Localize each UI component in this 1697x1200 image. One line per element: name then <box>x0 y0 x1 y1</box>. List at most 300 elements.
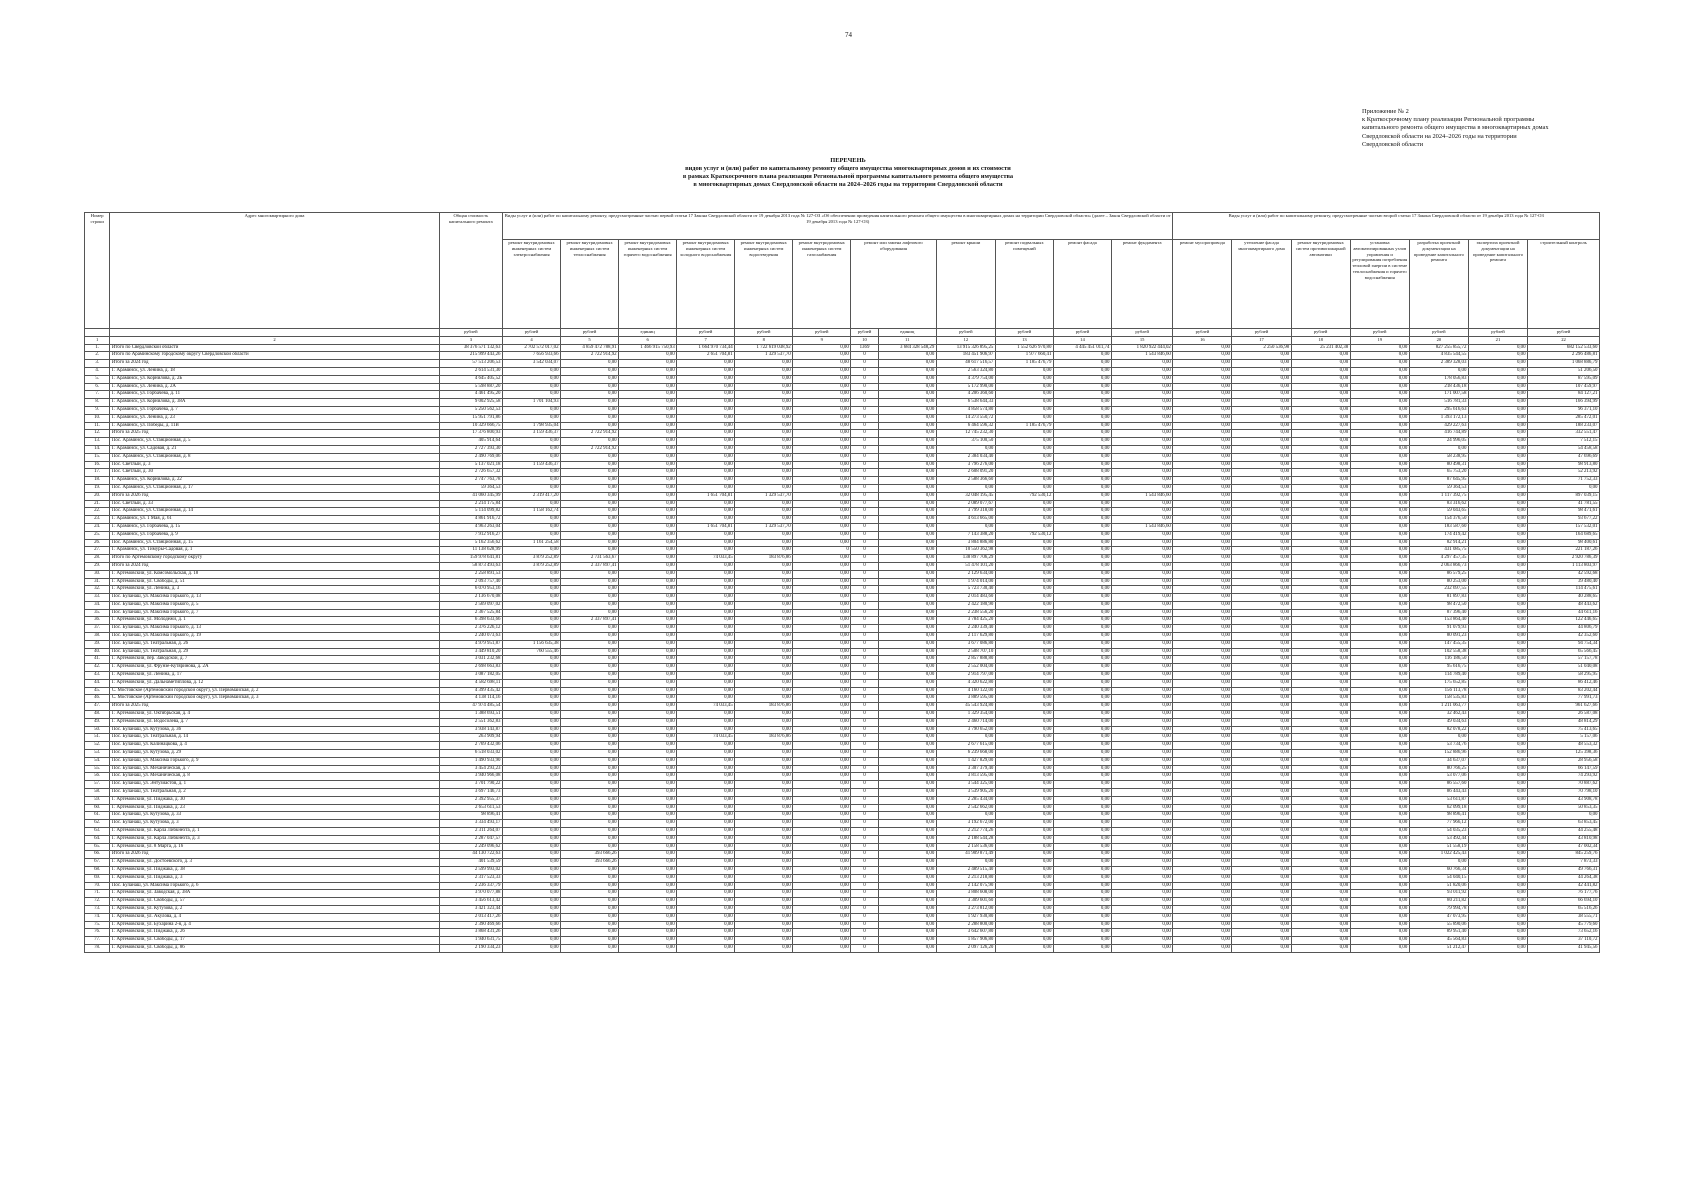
value-cell: 0,00 <box>793 500 851 508</box>
value-cell: 0,00 <box>1111 586 1172 594</box>
value-cell: 183 876,86 <box>735 703 793 711</box>
address-cell: Итого за 2025 год <box>110 430 439 438</box>
table-row <box>85 633 1600 641</box>
address-cell: Г. Артемовский, ул. Свободы, д. 51 <box>110 578 439 586</box>
value-cell: 0,00 <box>1111 890 1172 898</box>
value-cell: 0,00 <box>1468 477 1527 485</box>
address-cell: Г. Артемовский, ул. Кутузова, д. 2 <box>110 905 439 913</box>
value-cell: 3 796 276,00 <box>936 461 995 469</box>
value-cell: 0,00 <box>1173 625 1232 633</box>
address-cell: Итого по Артемовскому городскому округу <box>110 555 439 563</box>
table-row <box>85 796 1600 804</box>
value-cell: 0,00 <box>995 796 1053 804</box>
value-cell: 0,00 <box>1468 570 1527 578</box>
value-cell: 0,00 <box>995 726 1053 734</box>
unit-cell: рублей <box>793 329 851 337</box>
value-cell: 0,00 <box>619 469 677 477</box>
value-cell: 54 035,23 <box>1409 828 1468 836</box>
row-number-cell: 30. <box>85 570 110 578</box>
address-cell: Пос. Буланаш, ул. Кутузова, д. 36 <box>110 726 439 734</box>
value-cell: 2 117 629,80 <box>936 633 995 641</box>
value-cell: 0,00 <box>793 890 851 898</box>
value-cell: 0 <box>851 360 878 368</box>
value-cell: 0,00 <box>677 391 735 399</box>
value-cell: 0,00 <box>995 937 1053 945</box>
address-cell: Пос. Буланаш, ул. Кутузова, д. 29 <box>110 750 439 758</box>
value-cell: 80 766,25 <box>1409 765 1468 773</box>
value-cell: 0,00 <box>619 414 677 422</box>
value-cell: 1 329 354,00 <box>936 711 995 719</box>
value-cell: 0 <box>851 399 878 407</box>
value-cell: 0,00 <box>1111 570 1172 578</box>
value-cell: 0,00 <box>1350 726 1409 734</box>
header-col: экспертиза проектной документации на проведение капитального ремонта <box>1468 240 1527 329</box>
value-cell: 0,00 <box>503 804 561 812</box>
value-cell: 0 <box>793 547 851 555</box>
header-col: ремонт внутридомовых инженерных систем холодного водоснабжения <box>677 240 735 329</box>
value-cell: 0,00 <box>561 508 619 516</box>
value-cell: 50 853,35 <box>1528 804 1600 812</box>
value-cell: 0,00 <box>619 843 677 851</box>
value-cell: 0,00 <box>677 484 735 492</box>
value-cell: 3 868 431,26 <box>439 929 502 937</box>
value-cell: 0,00 <box>619 578 677 586</box>
column-number: 15 <box>1111 336 1172 344</box>
value-cell: 0,00 <box>1468 383 1527 391</box>
value-cell: 0,00 <box>1468 516 1527 524</box>
value-cell: 0 <box>851 383 878 391</box>
value-cell: 0,00 <box>1291 820 1350 828</box>
value-cell: 0,00 <box>677 882 735 890</box>
value-cell: 164 689,65 <box>1528 531 1600 539</box>
value-cell: 0,00 <box>1111 718 1172 726</box>
value-cell: 0,00 <box>677 859 735 867</box>
value-cell: 0,00 <box>1291 773 1350 781</box>
value-cell: 0,00 <box>878 656 936 664</box>
value-cell: 0,00 <box>878 352 936 360</box>
value-cell: 0,00 <box>1468 664 1527 672</box>
value-cell: 0,00 <box>1111 851 1172 859</box>
value-cell: 0 <box>851 609 878 617</box>
value-cell: 0,00 <box>1053 781 1111 789</box>
value-cell: 98 472,50 <box>1409 601 1468 609</box>
row-number-cell: 62. <box>85 820 110 828</box>
value-cell: 0,00 <box>1173 796 1232 804</box>
value-cell: 0,00 <box>1468 601 1527 609</box>
value-cell: 0 <box>851 508 878 516</box>
value-cell: 0,00 <box>1111 430 1172 438</box>
row-number-cell: 39. <box>85 640 110 648</box>
value-cell: 1 388 693,51 <box>439 711 502 719</box>
value-cell: 0,00 <box>1350 937 1409 945</box>
value-cell: 0,00 <box>878 492 936 500</box>
value-cell: 0,00 <box>1291 391 1350 399</box>
address-cell: Г. Артемовский, ул. Ленина, д. 3 <box>110 586 439 594</box>
value-cell: 5 137 021,18 <box>439 461 502 469</box>
value-cell: 58 295,95 <box>1528 672 1600 680</box>
value-cell: 5 723 730,40 <box>936 586 995 594</box>
value-cell: 0,00 <box>1468 913 1527 921</box>
value-cell: 0,00 <box>1350 921 1409 929</box>
value-cell: 0,00 <box>503 796 561 804</box>
address-cell: Пос. Буланаш, ул. Кутузова, д. 33 <box>110 812 439 820</box>
value-cell: 0,00 <box>878 453 936 461</box>
value-cell: 0,00 <box>677 866 735 874</box>
value-cell: 0,00 <box>1111 360 1172 368</box>
value-cell: 0,00 <box>619 367 677 375</box>
value-cell: 0,00 <box>1111 820 1172 828</box>
table-row <box>85 367 1600 375</box>
value-cell: 0,00 <box>1291 594 1350 602</box>
column-number: 5 <box>561 336 619 344</box>
value-cell: 0,00 <box>995 570 1053 578</box>
value-cell: 0,00 <box>1468 672 1527 680</box>
value-cell: 2 702 572 017,02 <box>503 344 561 352</box>
value-cell: 0,00 <box>735 898 793 906</box>
address-cell: Пос. Буланаш, ул. Максима Горького, д. 6 <box>110 882 439 890</box>
table-row <box>85 555 1600 563</box>
value-cell: 0,00 <box>735 804 793 812</box>
table-row <box>85 383 1600 391</box>
value-cell: 0,00 <box>1350 765 1409 773</box>
value-cell: 80 253,00 <box>1409 578 1468 586</box>
value-cell: 0,00 <box>1468 633 1527 641</box>
value-cell: 47 974 485,54 <box>439 703 502 711</box>
value-cell: 0,00 <box>1468 703 1527 711</box>
value-cell: 0,00 <box>995 578 1053 586</box>
value-cell: 0,00 <box>1111 578 1172 586</box>
value-cell: 0,00 <box>1053 438 1111 446</box>
table-row <box>85 726 1600 734</box>
value-cell: 0,00 <box>561 391 619 399</box>
value-cell: 0,00 <box>1111 859 1172 867</box>
address-cell: Г. Артемовский, ул. Пиджака, д. 38 <box>110 866 439 874</box>
value-cell: 0,00 <box>1053 944 1111 952</box>
value-cell: 0,00 <box>1232 555 1291 563</box>
address-cell: Пос. Араминск, ул. Станционная, д. 15 <box>110 539 439 547</box>
value-cell: 0,00 <box>735 905 793 913</box>
value-cell: 0,00 <box>619 656 677 664</box>
value-cell: 0,00 <box>1291 492 1350 500</box>
value-cell: 0,00 <box>1053 937 1111 945</box>
value-cell: 0,00 <box>677 539 735 547</box>
row-number-cell: 75. <box>85 921 110 929</box>
value-cell: 86 557,60 <box>1409 781 1468 789</box>
value-cell: 0,00 <box>793 484 851 492</box>
value-cell: 0,00 <box>619 898 677 906</box>
value-cell: 0,00 <box>735 562 793 570</box>
column-number: 10 <box>851 336 878 344</box>
value-cell: 0,00 <box>1291 944 1350 952</box>
value-cell: 0,00 <box>1053 406 1111 414</box>
row-number-cell: 78. <box>85 944 110 952</box>
value-cell: 0,00 <box>1232 594 1291 602</box>
value-cell: 0,00 <box>1232 406 1291 414</box>
value-cell: 0,00 <box>1232 562 1291 570</box>
value-cell: 0,00 <box>1173 445 1232 453</box>
value-cell: 4 963 263,04 <box>439 523 502 531</box>
appendix-line: Свердловской области <box>1362 140 1423 148</box>
column-number: 19 <box>1350 336 1409 344</box>
value-cell: 0,00 <box>995 500 1053 508</box>
value-cell: 0,00 <box>677 375 735 383</box>
value-cell: 2 569 097,02 <box>439 601 502 609</box>
value-cell: 2 857 888,80 <box>936 656 995 664</box>
value-cell: 0,00 <box>1173 679 1232 687</box>
value-cell: 332 551,47 <box>1528 430 1600 438</box>
value-cell: 0,00 <box>503 789 561 797</box>
value-cell: 0,00 <box>735 601 793 609</box>
value-cell: 0,00 <box>1053 866 1111 874</box>
value-cell: 0,00 <box>1053 921 1111 929</box>
value-cell: 760 555,46 <box>503 648 561 656</box>
value-cell: 0,00 <box>995 656 1053 664</box>
value-cell: 98 896,41 <box>439 812 502 820</box>
value-cell: 0 <box>851 406 878 414</box>
value-cell: 0,00 <box>503 453 561 461</box>
value-cell: 0,00 <box>677 445 735 453</box>
value-cell: 70 887,62 <box>1528 781 1600 789</box>
value-cell: 0 <box>851 656 878 664</box>
value-cell: 0,00 <box>1291 461 1350 469</box>
row-number-cell: 76. <box>85 929 110 937</box>
value-cell: 0,00 <box>503 851 561 859</box>
value-cell: 0,00 <box>619 375 677 383</box>
value-cell: 0,00 <box>995 882 1053 890</box>
value-cell: 0,00 <box>677 796 735 804</box>
header-row-number: Номер строки <box>85 213 110 329</box>
value-cell: 0,00 <box>1111 913 1172 921</box>
value-cell: 0,00 <box>1350 391 1409 399</box>
value-cell: 0,00 <box>1173 726 1232 734</box>
value-cell: 897 039,15 <box>1528 492 1600 500</box>
value-cell: 0,00 <box>878 711 936 719</box>
value-cell: 0,00 <box>1291 695 1350 703</box>
value-cell: 0,00 <box>1350 578 1409 586</box>
value-cell: 0,00 <box>1468 789 1527 797</box>
value-cell: 0,00 <box>561 406 619 414</box>
value-cell: 0,00 <box>936 734 995 742</box>
value-cell: 1 664 970 734,44 <box>677 344 735 352</box>
column-number: 7 <box>677 336 735 344</box>
value-cell: 0,00 <box>735 367 793 375</box>
value-cell: 0,00 <box>677 835 735 843</box>
value-cell: 0,00 <box>793 617 851 625</box>
table-row <box>85 905 1600 913</box>
value-cell: 0,00 <box>677 812 735 820</box>
value-cell: 0,00 <box>561 414 619 422</box>
value-cell: 0,00 <box>1173 866 1232 874</box>
value-cell: 0,00 <box>878 601 936 609</box>
value-cell: 0,00 <box>793 679 851 687</box>
value-cell: 0,00 <box>503 929 561 937</box>
value-cell: 2 588 366,60 <box>936 477 995 485</box>
value-cell: 0,00 <box>1468 711 1527 719</box>
value-cell: 0,00 <box>995 890 1053 898</box>
value-cell: 3 970 077,88 <box>439 890 502 898</box>
unit-cell: рублей <box>1053 329 1111 337</box>
value-cell: 0,00 <box>793 531 851 539</box>
value-cell: 166 394,99 <box>1528 399 1600 407</box>
value-cell: 0,00 <box>1173 633 1232 641</box>
column-number: 18 <box>1291 336 1350 344</box>
value-cell: 0,00 <box>793 843 851 851</box>
address-cell: Пос. Араминск, ул. Станционная, д. 14 <box>110 508 439 516</box>
value-cell: 0 <box>851 726 878 734</box>
value-cell: 0,00 <box>735 500 793 508</box>
value-cell: 0,00 <box>793 422 851 430</box>
value-cell: 0,00 <box>878 539 936 547</box>
value-cell: 94 754,34 <box>1528 640 1600 648</box>
table-row <box>85 484 1600 492</box>
value-cell: 0,00 <box>1291 664 1350 672</box>
value-cell: 0,00 <box>1053 352 1111 360</box>
value-cell: 0,00 <box>561 695 619 703</box>
value-cell: 0,00 <box>1173 609 1232 617</box>
value-cell: 0,00 <box>1291 570 1350 578</box>
value-cell: 0,00 <box>735 672 793 680</box>
value-cell: 0,00 <box>677 406 735 414</box>
value-cell: 0,00 <box>1053 882 1111 890</box>
value-cell: 0,00 <box>1111 835 1172 843</box>
value-cell: 0,00 <box>619 516 677 524</box>
row-number-cell: 73. <box>85 905 110 913</box>
value-cell: 0,00 <box>1350 344 1409 352</box>
value-cell: 0,00 <box>1111 508 1172 516</box>
value-cell: 0,00 <box>619 742 677 750</box>
value-cell: 0,00 <box>561 944 619 952</box>
value-cell: 0,00 <box>995 703 1053 711</box>
value-cell: 0,00 <box>1468 391 1527 399</box>
value-cell: 0,00 <box>1350 601 1409 609</box>
value-cell: 0,00 <box>561 757 619 765</box>
value-cell: 122 446,65 <box>1528 617 1600 625</box>
value-cell: 0,00 <box>1053 453 1111 461</box>
column-number: 6 <box>619 336 677 344</box>
value-cell: 0,00 <box>503 757 561 765</box>
value-cell: 0,00 <box>677 383 735 391</box>
value-cell: 0,00 <box>1468 765 1527 773</box>
value-cell: 0,00 <box>1468 687 1527 695</box>
value-cell: 0 <box>851 594 878 602</box>
value-cell: 6 239 668,00 <box>936 750 995 758</box>
value-cell: 0 <box>851 625 878 633</box>
value-cell: 0,00 <box>1409 367 1468 375</box>
value-cell: 0,00 <box>1111 781 1172 789</box>
value-cell: 0 <box>851 578 878 586</box>
value-cell: 0,00 <box>735 796 793 804</box>
value-cell: 0,00 <box>1232 679 1291 687</box>
value-cell: 0,00 <box>1111 679 1172 687</box>
value-cell: 845 259,76 <box>1528 851 1600 859</box>
value-cell: 0,00 <box>1350 695 1409 703</box>
value-cell: 37 110,72 <box>1528 937 1600 945</box>
value-cell: 0,00 <box>677 781 735 789</box>
table-row <box>85 609 1600 617</box>
value-cell: 0,00 <box>793 812 851 820</box>
table-row <box>85 929 1600 937</box>
unit-cell: рублей <box>1173 329 1232 337</box>
row-number-cell: 60. <box>85 804 110 812</box>
value-cell: 0,00 <box>1291 375 1350 383</box>
value-cell: 0,00 <box>878 625 936 633</box>
value-cell: 2 747 763,78 <box>439 477 502 485</box>
value-cell: 0,00 <box>1173 469 1232 477</box>
value-cell: 2 389 328,03 <box>1409 360 1468 368</box>
table-row <box>85 640 1600 648</box>
value-cell: 0,00 <box>1291 406 1350 414</box>
value-cell: 0,00 <box>793 796 851 804</box>
value-cell: 0,00 <box>1232 500 1291 508</box>
value-cell: 0,00 <box>561 905 619 913</box>
table-row <box>85 820 1600 828</box>
address-cell: Пос. Буланаш, ул. Театральная, д. 14 <box>110 734 439 742</box>
value-cell: 0,00 <box>1173 664 1232 672</box>
value-cell: 9 002 925,58 <box>439 399 502 407</box>
value-cell: 0,00 <box>878 742 936 750</box>
value-cell: 0,00 <box>561 586 619 594</box>
value-cell: 0,00 <box>878 586 936 594</box>
value-cell: 1 159 436,37 <box>503 461 561 469</box>
value-cell: 3 456 613,42 <box>439 898 502 906</box>
value-cell: 0,00 <box>1350 469 1409 477</box>
value-cell: 0,00 <box>735 765 793 773</box>
unit-cell: рублей <box>1111 329 1172 337</box>
value-cell: 0,00 <box>793 367 851 375</box>
value-cell: 0,00 <box>1053 617 1111 625</box>
value-cell: 0,00 <box>561 633 619 641</box>
value-cell: 0,00 <box>619 679 677 687</box>
value-cell: 0,00 <box>1053 648 1111 656</box>
value-cell: 0,00 <box>677 750 735 758</box>
address-cell: Итого за 2024 год <box>110 562 439 570</box>
value-cell: 0,00 <box>793 804 851 812</box>
value-cell: 0,00 <box>1291 789 1350 797</box>
row-number-cell: 67. <box>85 859 110 867</box>
value-cell: 38 376 571 132,63 <box>439 344 502 352</box>
value-cell: 44 264,38 <box>1528 874 1600 882</box>
value-cell: 0,00 <box>878 773 936 781</box>
value-cell: 42 441,82 <box>1528 882 1600 890</box>
unit-cell: рублей <box>1468 329 1527 337</box>
value-cell: 3 790 652,00 <box>936 726 995 734</box>
value-cell: 65 753,20 <box>1409 469 1468 477</box>
value-cell: 0,00 <box>878 828 936 836</box>
column-number: 16 <box>1173 336 1232 344</box>
value-cell: 0,00 <box>1468 734 1527 742</box>
value-cell: 0,00 <box>1350 913 1409 921</box>
value-cell: 0,00 <box>995 508 1053 516</box>
value-cell: 0,00 <box>1291 648 1350 656</box>
value-cell: 0,00 <box>1291 828 1350 836</box>
value-cell: 0,00 <box>735 547 793 555</box>
value-cell: 792 530,12 <box>995 492 1053 500</box>
value-cell: 0,00 <box>1053 633 1111 641</box>
address-cell: Г. Артемовский, ул. Октябрьская, д. 4 <box>110 711 439 719</box>
title-line: видов услуг и (или) работ по капитальному ремонту общего имущества многоквартирных домов и их стоимости <box>685 165 1011 172</box>
value-cell: 0,00 <box>793 859 851 867</box>
table-row <box>85 773 1600 781</box>
value-cell: 0,00 <box>677 438 735 446</box>
value-cell: 3 334 493,17 <box>439 820 502 828</box>
value-cell: 2 129 634,00 <box>936 570 995 578</box>
value-cell: 0,00 <box>677 718 735 726</box>
value-cell: 0,00 <box>878 937 936 945</box>
value-cell: 0 <box>851 672 878 680</box>
value-cell: 1 466 915 750,93 <box>619 344 677 352</box>
value-cell: 0,00 <box>1468 469 1527 477</box>
value-cell: 0,00 <box>735 874 793 882</box>
